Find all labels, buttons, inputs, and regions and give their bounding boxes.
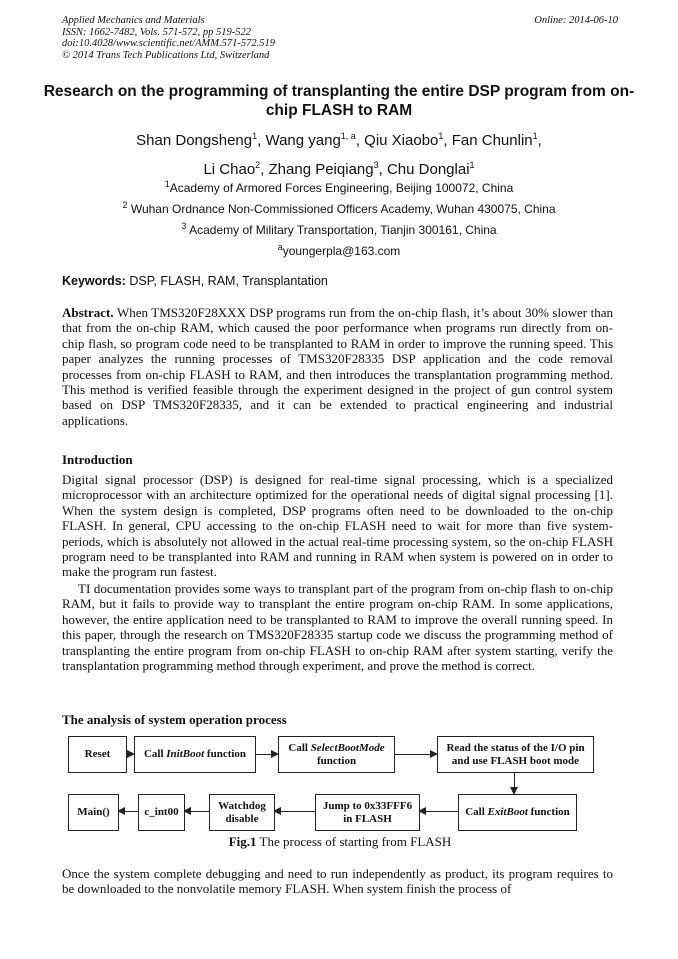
flow-arrow xyxy=(126,754,134,755)
author-name: Qiu Xiaobo xyxy=(364,132,439,149)
flow-arrow xyxy=(118,811,138,812)
keywords-label: Keywords: xyxy=(62,274,126,288)
flowchart-figure xyxy=(62,732,618,832)
abstract-label: Abstract. xyxy=(62,305,114,320)
flow-box-c-int00: c_int00 xyxy=(138,794,185,831)
author-name: Fan Chunlin xyxy=(451,132,533,149)
flow-box-exitboot: Call ExitBoot function xyxy=(458,794,577,831)
flow-arrow-down xyxy=(514,772,515,794)
paper-title: Research on the programming of transplanting the entire DSP program from on-chip FLASH to RAM xyxy=(43,83,635,119)
issn-line: ISSN: 1662-7482, Vols. 571-572, pp 519-522 xyxy=(62,26,251,38)
abstract: Abstract. When TMS320F28XXX DSP programs run from the on-chip flash, it’s about 30% slower than that from the on-chip RAM, which caused the poor performance when programs run directly from on-chip flash, so program code need to be transplanted to RAM in order to improve the running speed. This paper analyzes the running processes of TMS320F28335 DSP application and the code removal processes from on-chip FLASH to RAM, and then introduces the transplantation programming method. This method is verified feasible through the experiment designed in the project of gun control system based on DSP TMS320F28335, and it can be extended to practical engineering and industrial applications. xyxy=(62,305,613,428)
affiliation-2: $^2$ Wuhan Ordnance Non-Commissioned Officers Academy, Wuhan 430075, China xyxy=(122,200,556,216)
author-list: Shan Dongsheng$^1$, Wang yang$^{1, a}$, Qiu Xiaobo$^1$, Fan Chunlin$^1$, Li Chao$^2$, Zhang Peiqiang$^3$, Chu Donglai$^1$ xyxy=(136,131,542,178)
flow-box-reset: Reset xyxy=(68,736,127,773)
author-name: Li Chao xyxy=(203,161,256,178)
affiliation-1: $^1$Academy of Armored Forces Engineering, Beijing 100072, China xyxy=(164,179,514,195)
flow-box-read-io-status: Read the status of the I/O pin and use FLASH boot mode xyxy=(437,736,594,773)
flow-box-main: Main() xyxy=(68,794,119,831)
flow-box-watchdog-disable: Watchdog disable xyxy=(209,794,275,831)
running-header xyxy=(62,15,618,61)
flow-arrow xyxy=(255,754,278,755)
flow-box-selectbootmode: Call SelectBootMode function xyxy=(278,736,395,773)
email-link[interactable]: youngerpla@163.com xyxy=(282,244,401,258)
body-paragraph: Once the system complete debugging and need to run independently as product, its program requires to be downloaded to the nonvolatile memory FLASH. When system finish the process of xyxy=(62,866,613,897)
affiliation-3: $^3$ Academy of Military Transportation, Tianjin 300161, China xyxy=(181,221,497,237)
flow-arrow xyxy=(184,811,209,812)
flow-box-initboot: Call InitBoot function xyxy=(134,736,256,773)
author-name: Chu Donglai xyxy=(386,161,470,178)
figure-caption: Fig.1 The process of starting from FLASH xyxy=(228,834,452,849)
section-heading-analysis: The analysis of system operation process xyxy=(62,712,287,727)
author-name: Wang yang xyxy=(265,132,341,149)
author-name: Zhang Peiqiang xyxy=(268,161,374,178)
journal-name: Applied Mechanics and Materials xyxy=(62,15,205,26)
author-name: Shan Dongsheng xyxy=(136,132,253,149)
flow-arrow xyxy=(394,754,437,755)
intro-paragraph-2: TI documentation provides some ways to transplant part of the program from on-chip flash to on-chip RAM, but it fails to provide way to transplant the entire program on-chip RAM. In some applications, however, the entire application need to be transplanted to RAM to improve the overall running speed. In this paper, through the research on TMS320F28335 startup code we discuss the programming method of transplanting the entire program from on-chip FLASH to on-chip RAM after system starting, verify the transplantation programming method through experiment, and prove the method is correct. xyxy=(62,581,613,674)
email-line[interactable]: $^a$youngerpla@163.com xyxy=(277,242,401,258)
flow-arrow xyxy=(419,811,458,812)
intro-paragraph-1: Digital signal processor (DSP) is designed for real-time signal processing, which is a specialized microprocessor with an architecture optimized for the operational needs of digital signal processing [1]. When the system design is completed, DSP programs often need to be downloaded to the on-chip FLASH. In general, CPU accessing to the on-chip FLASH need to wait for more than five system-periods, which is absolutely not allowed in the actual real-time processing system, so the on-chip FLASH program need to be transplanted into RAM and running in RAM when system is powered on in order to make the program run fastest. xyxy=(62,472,613,580)
copyright-line: © 2014 Trans Tech Publications Ltd, Switzerland xyxy=(62,49,270,61)
flow-arrow xyxy=(274,811,315,812)
online-date: Online: 2014-06-10 xyxy=(534,15,618,26)
section-heading-introduction: Introduction xyxy=(62,452,133,467)
keywords: Keywords: DSP, FLASH, RAM, Transplantation xyxy=(62,274,328,288)
flow-box-jump-flash: Jump to 0x33FFF6 in FLASH xyxy=(315,794,420,831)
doi-line: doi:10.4028/www.scientific.net/AMM.571-572.519 xyxy=(62,38,275,49)
